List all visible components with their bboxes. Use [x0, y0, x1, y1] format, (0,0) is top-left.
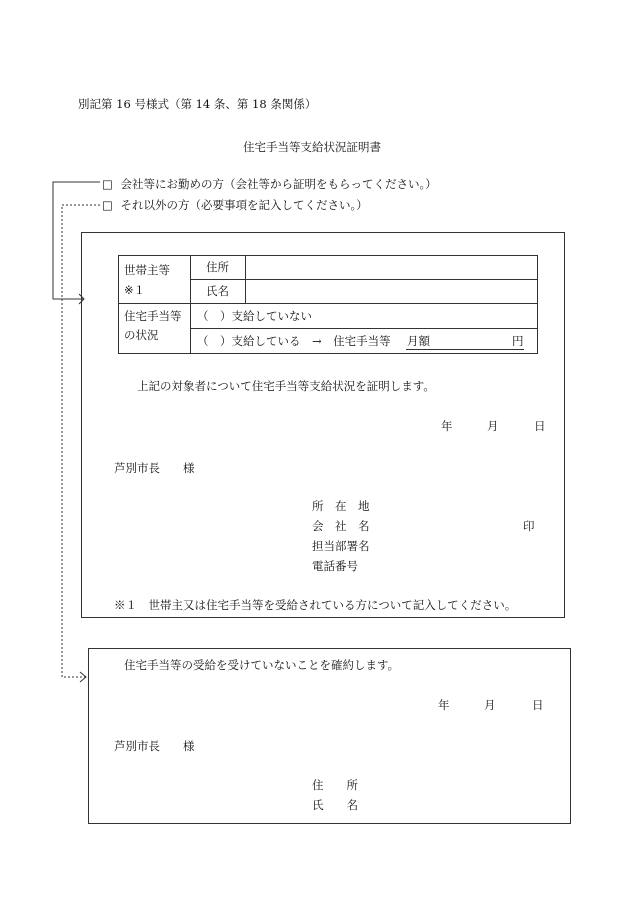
status-label-2: の状況 [124, 328, 159, 342]
decl-date-year: 年 [438, 698, 450, 712]
decl-address-label: 住 所 [312, 778, 358, 792]
option-other-label: それ以外の方（必要事項を記入してください。） [120, 198, 368, 212]
decl-addressee: 芦別市長 様 [114, 739, 195, 753]
checkbox-icon[interactable]: □ [102, 198, 113, 212]
address-label: 住所 [206, 260, 229, 274]
seal-mark: 印 [523, 519, 535, 533]
householder-label: 世帯主等 [124, 263, 170, 277]
paid-option[interactable]: （ ）支給している → 住宅手当等 [197, 334, 391, 348]
location-label: 所 在 地 [312, 499, 370, 513]
phone-label: 電話番号 [312, 559, 358, 573]
name-field[interactable] [246, 280, 537, 302]
option-other[interactable] [102, 198, 368, 212]
checkbox-icon[interactable]: □ [102, 177, 113, 191]
date-month: 月 [487, 419, 499, 433]
status-label: 住宅手当等 [124, 309, 182, 323]
form-number: 別記第 16 号様式（第 14 条、第 18 条関係） [78, 97, 317, 111]
date-day: 日 [534, 419, 546, 433]
table-divider [118, 303, 538, 304]
decl-name-label: 氏 名 [312, 798, 358, 812]
declaration-statement: 住宅手当等の受給を受けていないことを確約します。 [124, 658, 400, 672]
option-company[interactable] [102, 177, 437, 191]
not-paid-option[interactable]: （ ）支給していない [197, 309, 312, 323]
addressee: 芦別市長 様 [114, 461, 195, 475]
department-label: 担当部署名 [312, 539, 370, 553]
page-title: 住宅手当等支給状況証明書 [243, 140, 381, 154]
footnote: ※１ 世帯主又は住宅手当等を受給されている方について記入してください。 [114, 598, 517, 612]
company-label: 会 社 名 [312, 519, 370, 533]
householder-note-mark: ※１ [124, 283, 146, 297]
amount-underline [406, 349, 524, 350]
certification-statement: 上記の対象者について住宅手当等支給状況を証明します。 [137, 379, 435, 393]
decl-date-month: 月 [484, 698, 496, 712]
table-divider [190, 255, 191, 354]
date-year: 年 [441, 419, 453, 433]
name-label: 氏名 [206, 284, 229, 298]
table-divider [190, 328, 538, 329]
decl-date-day: 日 [532, 698, 544, 712]
amount-field[interactable] [432, 332, 508, 348]
address-field[interactable] [246, 256, 537, 278]
monthly-label: 月額 [407, 334, 430, 348]
yen-label: 円 [512, 334, 524, 348]
option-company-label: 会社等にお勤めの方（会社等から証明をもらってください。） [120, 177, 437, 191]
